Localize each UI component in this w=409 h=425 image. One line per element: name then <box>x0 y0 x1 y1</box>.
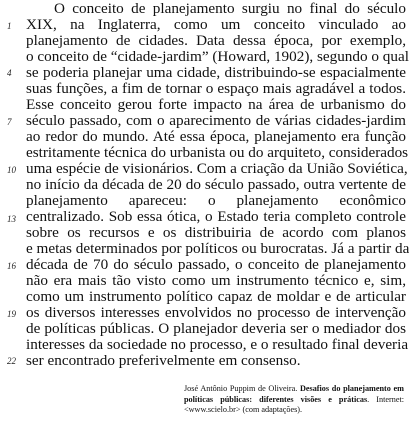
text-line: os diversos interesses envolvidos no processo de intervenção <box>26 304 406 321</box>
line-number: 10 <box>7 165 16 175</box>
text-line: estritamente técnica do urbanista ou do arquiteto, considerados <box>26 144 409 161</box>
text-line: e metas determinados por políticos ou burocratas. Já a partir da <box>26 240 409 257</box>
text-line: década de 70 do século passado, o conceito de planejamento <box>26 256 406 273</box>
line-number: 13 <box>7 214 16 224</box>
text-line: o conceito de “cidade-jardim” (Howard, 1902), segundo o qual <box>26 48 409 65</box>
text-line: interesses da sociedade no processo, e o resultado final deveria <box>26 336 409 353</box>
text-line: não era mais tão visto como um instrumento técnico e, sim, <box>26 272 406 289</box>
line-number: 4 <box>7 68 12 78</box>
text-line: XIX, na Inglaterra, como um conceito vinculado ao <box>26 16 406 33</box>
line-number: 7 <box>7 117 12 127</box>
text-line: Esse conceito gerou forte impacto na área de urbanismo do <box>26 96 406 113</box>
text-line: como um instrumento político capaz de moldar e de articular <box>26 288 406 305</box>
text-line: no início da década de 20 do século passado, outra vertente de <box>26 176 406 193</box>
text-line: ser encontrado preferivelmente em consenso. <box>26 352 301 369</box>
text-line: planejamento apareceu: o planejamento econômico <box>26 192 406 209</box>
text-line: ao redor do mundo. Até essa época, planejamento era função <box>26 128 406 145</box>
line-number: 16 <box>7 261 16 271</box>
source-citation <box>184 384 404 416</box>
text-line: O conceito de planejamento surgiu no final do século <box>54 0 406 17</box>
text-line: de políticas públicas. O planejador deveria ser o mediador dos <box>26 320 406 337</box>
line-number: 19 <box>7 309 16 319</box>
text-line: uma espécie de visionários. Com a criação da União Soviética, <box>26 160 408 177</box>
text-line: centralizado. Sob essa ótica, o Estado teria completo controle <box>26 208 406 225</box>
citation-title: Desafios do planejamento em políticas públicas: diferentes visões e práticas <box>184 384 404 404</box>
citation-author: José Antônio Puppim de Oliveira. <box>184 384 298 393</box>
line-number-gutter <box>0 0 24 366</box>
line-number: 1 <box>7 21 12 31</box>
text-line: se poderia planejar uma cidade, distribuindo-se espacialmente <box>26 64 406 81</box>
citation-internet: . Internet: <www.scielo.br> (com adaptações). <box>184 394 405 414</box>
text-line: planejamento de cidades. Data dessa época, por exemplo, <box>26 32 406 49</box>
text-line: século passado, com o aparecimento de várias cidades-jardim <box>26 112 406 129</box>
text-line: sobre os recursos e os distribuiria de acordo com planos <box>26 224 406 241</box>
line-number: 22 <box>7 356 16 366</box>
text-line: suas funções, a fim de tornar o espaço mais agradável a todos. <box>26 80 406 97</box>
